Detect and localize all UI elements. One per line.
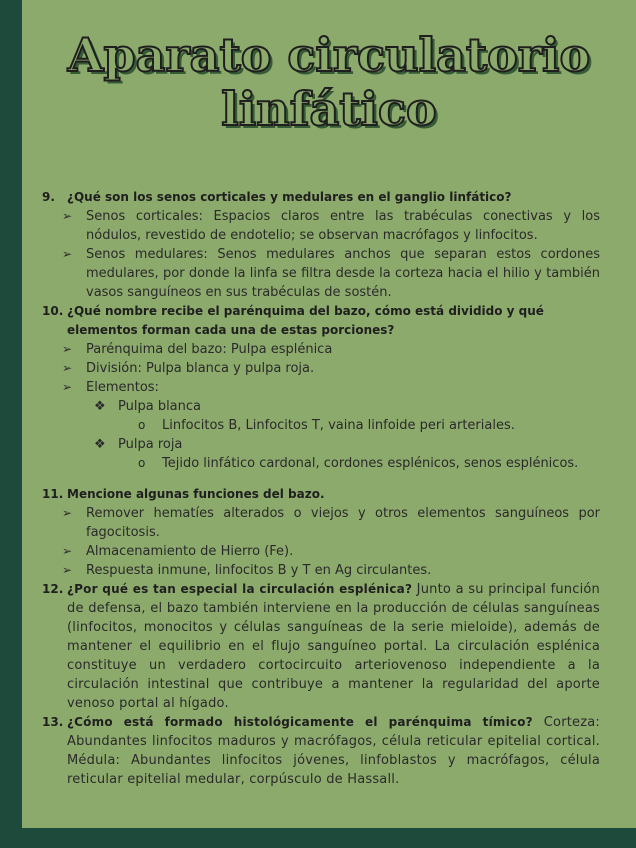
arrow-icon: ➢ xyxy=(62,209,73,223)
arrow-icon: ➢ xyxy=(62,506,73,520)
question-11 xyxy=(42,485,600,504)
list-item: ➢ Senos medulares: Senos medulares anchos que separan estos cordones medulares, por donde la linfa se filtra desde la corteza hacia el hilio y también vasos sanguíneos en sus trabéculas de sostén. xyxy=(62,247,600,300)
question-10 xyxy=(42,302,600,340)
content xyxy=(42,188,600,789)
question-body xyxy=(67,713,600,789)
arrow-icon: ➢ xyxy=(62,342,73,356)
page xyxy=(22,0,636,828)
question-heading: Mencione algunas funciones del bazo. xyxy=(67,487,325,501)
question-number: 12. xyxy=(42,582,64,596)
question-heading: ¿Cómo está formado histológicamente el parénquima tímico? xyxy=(67,715,533,729)
question-answer: Corteza: Abundantes linfocitos maduros y macrófagos, célula reticular epitelial cortical. Médula: Abundantes linfocitos jóvenes, linfoblastos y macrófagos, célula reticular epitelial medular, corpúsculo de Hassall. xyxy=(67,715,600,787)
list-item: ➢ División: Pulpa blanca y pulpa roja. xyxy=(62,361,315,376)
question-answer: Junto a su principal función de defensa, el bazo también interviene en la producción de células sanguíneas (linfocitos, monocitos y células sanguíneas de la serie mieloide), además de mantener el equilibrio en el flujo sanguíneo portal. La circulación esplénica constituye un verdadero cortocircuito arteriovenoso independiente a la circulación intestinal que contribuye a mantener la regularidad del aporte venoso portal al hígado. xyxy=(67,582,600,711)
page-title xyxy=(22,28,636,136)
question-number: 10. xyxy=(42,304,64,318)
list-item: ➢ Elementos: xyxy=(62,380,159,395)
sub-sub-list-item: o Tejido linfático cardonal, cordones esplénicos, senos esplénicos. xyxy=(138,456,579,471)
question-number: 11. xyxy=(42,487,64,501)
arrow-icon: ➢ xyxy=(62,361,73,375)
sub-sub-list-item: o Linfocitos B, Linfocitos T, vaina linfoide peri arteriales. xyxy=(138,418,515,433)
list-item: ➢ Parénquima del bazo: Pulpa esplénica xyxy=(62,342,333,357)
diamond-icon: ❖ xyxy=(94,399,106,414)
question-9 xyxy=(42,188,600,207)
question-number: 13. xyxy=(42,715,64,729)
arrow-icon: ➢ xyxy=(62,380,73,394)
circle-icon: o xyxy=(138,418,146,432)
sub-list-item: ❖ Pulpa roja xyxy=(94,437,183,452)
list-item: ➢ Remover hematíes alterados o viejos y otros elementos sanguíneos por fagocitosis. xyxy=(62,506,600,540)
arrow-icon: ➢ xyxy=(62,544,73,558)
spacer xyxy=(42,473,600,485)
list-item: ➢ Respuesta inmune, linfocitos B y T en Ag circulantes. xyxy=(62,563,432,578)
arrow-icon: ➢ xyxy=(62,247,73,261)
list-item: ➢ Senos corticales: Espacios claros entre las trabéculas conectivas y los nódulos, revestido de endotelio; se observan macrófagos y linfocitos. xyxy=(62,209,600,243)
title-line-2: linfático xyxy=(221,82,437,136)
question-heading: ¿Por qué es tan especial la circulación esplénica? xyxy=(67,582,413,596)
circle-icon: o xyxy=(138,456,146,470)
list-item: ➢ Almacenamiento de Hierro (Fe). xyxy=(62,544,294,559)
question-12 xyxy=(42,580,600,713)
sub-list-item: ❖ Pulpa blanca xyxy=(94,399,201,414)
title-line-1: Aparato circulatorio xyxy=(67,28,591,82)
question-body xyxy=(67,580,600,713)
question-number: 9. xyxy=(42,190,55,204)
arrow-icon: ➢ xyxy=(62,563,73,577)
diamond-icon: ❖ xyxy=(94,437,106,452)
question-heading: ¿Qué son los senos corticales y medulares en el ganglio linfático? xyxy=(67,190,512,204)
question-13 xyxy=(42,713,600,789)
question-heading: ¿Qué nombre recibe el parénquima del bazo, cómo está dividido y qué elementos forman cada una de estas porciones? xyxy=(67,304,544,337)
